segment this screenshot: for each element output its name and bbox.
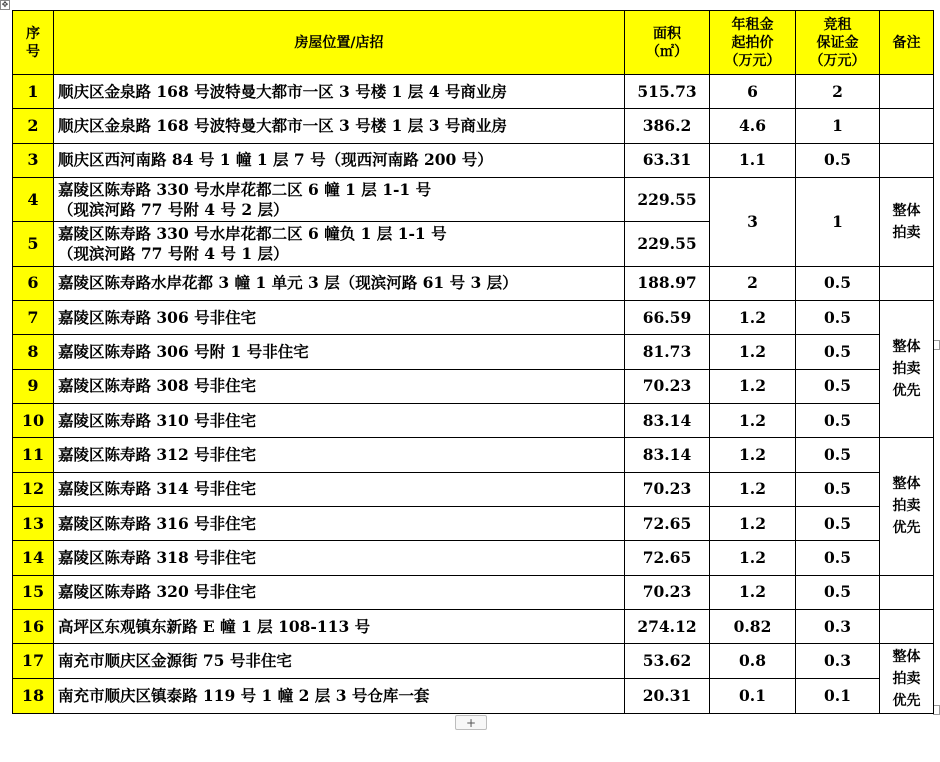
row-rent: 1.2 <box>710 335 796 369</box>
row-note-empty <box>880 143 934 177</box>
row-area: 229.55 <box>625 177 710 221</box>
row-index: 1 <box>13 75 54 109</box>
header-row <box>13 11 934 75</box>
row-note-line: 整体 <box>892 648 921 665</box>
row-location <box>54 506 625 540</box>
table-row <box>13 109 934 143</box>
row-location <box>54 222 625 266</box>
table-row <box>13 404 934 438</box>
table-row <box>13 609 934 643</box>
row-area: 70.23 <box>625 369 710 403</box>
row-index: 5 <box>13 222 54 266</box>
row-deposit: 0.5 <box>796 335 880 369</box>
row-location-line: 嘉陵区陈寿路 306 号附 1 号非住宅 <box>58 342 309 362</box>
rental-listing-table <box>12 10 934 714</box>
row-note-line: 优先 <box>892 383 921 400</box>
row-note-empty <box>880 75 934 109</box>
row-note-empty <box>880 266 934 300</box>
header-deposit-line: 保证金 <box>816 34 859 51</box>
row-area: 515.73 <box>625 75 710 109</box>
row-location <box>54 335 625 369</box>
row-area: 83.14 <box>625 438 710 472</box>
header-area-line: （㎡） <box>646 43 688 60</box>
header-index <box>13 11 54 75</box>
row-rent: 0.8 <box>710 644 796 678</box>
row-rent: 1.2 <box>710 369 796 403</box>
row-location <box>54 177 625 221</box>
table-row <box>13 644 934 678</box>
row-note-line: 拍卖 <box>892 224 921 241</box>
header-location: 房屋位置/店招 <box>54 11 625 75</box>
row-area: 72.65 <box>625 506 710 540</box>
row-rent: 2 <box>710 266 796 300</box>
row-location <box>54 109 625 143</box>
row-index: 8 <box>13 335 54 369</box>
row-location-line: 顺庆区金泉路 168 号波特曼大都市一区 3 号楼 1 层 3 号商业房 <box>58 115 507 135</box>
table-row <box>13 266 934 300</box>
row-index: 13 <box>13 506 54 540</box>
row-note <box>880 301 934 438</box>
row-area: 72.65 <box>625 541 710 575</box>
table-row <box>13 575 934 609</box>
row-area: 53.62 <box>625 644 710 678</box>
row-rent: 1.2 <box>710 541 796 575</box>
row-location <box>54 644 625 678</box>
row-area: 386.2 <box>625 109 710 143</box>
header-rent <box>710 11 796 75</box>
row-index: 15 <box>13 575 54 609</box>
row-deposit: 0.5 <box>796 472 880 506</box>
row-resize-handle[interactable] <box>933 340 940 350</box>
table-row <box>13 335 934 369</box>
row-index: 6 <box>13 266 54 300</box>
row-location <box>54 266 625 300</box>
row-note <box>880 644 934 714</box>
row-area: 63.31 <box>625 143 710 177</box>
row-location-line: （现滨河路 77 号附 4 号 1 层） <box>58 244 289 264</box>
row-area: 20.31 <box>625 678 710 714</box>
table-row <box>13 369 934 403</box>
row-deposit: 0.5 <box>796 438 880 472</box>
row-location-line: 顺庆区西河南路 84 号 1 幢 1 层 7 号（现西河南路 200 号） <box>58 150 493 170</box>
row-deposit: 0.3 <box>796 609 880 643</box>
row-deposit: 0.5 <box>796 143 880 177</box>
row-location <box>54 438 625 472</box>
add-row-button[interactable]: + <box>455 715 487 730</box>
row-note-line: 拍卖 <box>892 361 921 378</box>
row-note <box>880 438 934 575</box>
table-row <box>13 143 934 177</box>
row-location <box>54 609 625 643</box>
row-index: 14 <box>13 541 54 575</box>
row-deposit: 0.1 <box>796 678 880 714</box>
row-location <box>54 369 625 403</box>
row-note-line: 拍卖 <box>892 670 921 687</box>
row-deposit: 0.5 <box>796 369 880 403</box>
row-note-empty <box>880 609 934 643</box>
header-deposit-line: （万元） <box>809 52 866 69</box>
row-note-empty <box>880 575 934 609</box>
row-location <box>54 75 625 109</box>
row-index: 10 <box>13 404 54 438</box>
header-rent-line: （万元） <box>724 52 781 69</box>
row-rent: 1.2 <box>710 404 796 438</box>
row-rent: 1.2 <box>710 472 796 506</box>
header-rent-line: 年租金 <box>731 16 774 33</box>
row-location-line: 嘉陵区陈寿路 330 号水岸花都二区 6 幢 1 层 1-1 号 <box>58 179 432 199</box>
row-location <box>54 541 625 575</box>
row-location-line: 嘉陵区陈寿路 330 号水岸花都二区 6 幢负 1 层 1-1 号 <box>58 224 447 244</box>
row-location <box>54 678 625 714</box>
row-index: 3 <box>13 143 54 177</box>
row-deposit: 0.3 <box>796 644 880 678</box>
row-location <box>54 143 625 177</box>
row-rent: 0.82 <box>710 609 796 643</box>
row-rent: 1.2 <box>710 575 796 609</box>
row-index: 9 <box>13 369 54 403</box>
row-note-empty <box>880 109 934 143</box>
row-deposit: 0.5 <box>796 404 880 438</box>
row-area: 81.73 <box>625 335 710 369</box>
row-location-line: 南充市顺庆区金源街 75 号非住宅 <box>58 650 292 670</box>
table-row <box>13 301 934 335</box>
row-deposit: 0.5 <box>796 301 880 335</box>
row-location <box>54 472 625 506</box>
row-note-line: 拍卖 <box>892 498 921 515</box>
row-deposit: 0.5 <box>796 506 880 540</box>
row-rent: 0.1 <box>710 678 796 714</box>
row-note-line: 优先 <box>892 520 921 537</box>
row-note-line: 整体 <box>892 476 921 493</box>
row-rent: 4.6 <box>710 109 796 143</box>
row-index: 11 <box>13 438 54 472</box>
row-location-line: 顺庆区金泉路 168 号波特曼大都市一区 3 号楼 1 层 4 号商业房 <box>58 81 507 101</box>
row-deposit: 0.5 <box>796 541 880 575</box>
row-index: 2 <box>13 109 54 143</box>
row-index: 7 <box>13 301 54 335</box>
row-note <box>880 177 934 266</box>
row-rent: 1.1 <box>710 143 796 177</box>
row-area: 70.23 <box>625 575 710 609</box>
header-deposit-line: 竞租 <box>823 16 852 33</box>
header-area <box>625 11 710 75</box>
table-row <box>13 506 934 540</box>
row-area: 188.97 <box>625 266 710 300</box>
row-area: 229.55 <box>625 222 710 266</box>
row-location-line: 南充市顺庆区镇泰路 119 号 1 幢 2 层 3 号仓库一套 <box>58 685 430 705</box>
row-rent: 1.2 <box>710 506 796 540</box>
row-index: 17 <box>13 644 54 678</box>
row-rent: 3 <box>710 177 796 266</box>
row-location-line: 高坪区东观镇东新路 E 幢 1 层 108-113 号 <box>58 616 371 636</box>
row-note-line: 优先 <box>892 692 921 709</box>
header-deposit <box>796 11 880 75</box>
row-index: 12 <box>13 472 54 506</box>
row-area: 66.59 <box>625 301 710 335</box>
row-deposit: 1 <box>796 177 880 266</box>
row-note-line: 整体 <box>892 339 921 356</box>
table-row <box>13 75 934 109</box>
row-rent: 1.2 <box>710 301 796 335</box>
row-location <box>54 404 625 438</box>
row-location-line: 嘉陵区陈寿路 312 号非住宅 <box>58 444 257 464</box>
header-rent-line: 起拍价 <box>731 34 774 51</box>
row-area: 274.12 <box>625 609 710 643</box>
row-location-line: 嘉陵区陈寿路 306 号非住宅 <box>58 307 257 327</box>
row-deposit: 0.5 <box>796 575 880 609</box>
header-index-line: 号 <box>26 43 40 60</box>
row-location <box>54 575 625 609</box>
row-deposit: 2 <box>796 75 880 109</box>
table-body <box>13 75 934 714</box>
row-location <box>54 301 625 335</box>
row-rent: 6 <box>710 75 796 109</box>
row-location-line: 嘉陵区陈寿路 316 号非住宅 <box>58 513 257 533</box>
row-area: 70.23 <box>625 472 710 506</box>
table-move-handle[interactable]: ✥ <box>1 0 9 9</box>
row-location-line: 嘉陵区陈寿路 314 号非住宅 <box>58 479 257 499</box>
row-location-line: 嘉陵区陈寿路 320 号非住宅 <box>58 582 257 602</box>
row-location-line: （现滨河路 77 号附 4 号 2 层） <box>58 199 289 219</box>
header-index-line: 序 <box>26 25 40 42</box>
row-rent: 1.2 <box>710 438 796 472</box>
row-deposit: 1 <box>796 109 880 143</box>
row-index: 4 <box>13 177 54 221</box>
row-location-line: 嘉陵区陈寿路水岸花都 3 幢 1 单元 3 层（现滨河路 61 号 3 层） <box>58 273 518 293</box>
row-index: 18 <box>13 678 54 714</box>
row-area: 83.14 <box>625 404 710 438</box>
row-deposit: 0.5 <box>796 266 880 300</box>
header-area-line: 面积 <box>653 25 681 42</box>
table-row <box>13 472 934 506</box>
row-location-line: 嘉陵区陈寿路 308 号非住宅 <box>58 376 257 396</box>
row-index: 16 <box>13 609 54 643</box>
table-row <box>13 438 934 472</box>
table-row <box>13 678 934 714</box>
row-location-line: 嘉陵区陈寿路 318 号非住宅 <box>58 547 257 567</box>
table-row <box>13 541 934 575</box>
row-resize-handle[interactable] <box>933 705 940 715</box>
row-note-line: 整体 <box>892 202 921 219</box>
header-note: 备注 <box>880 11 934 75</box>
table-row <box>13 177 934 221</box>
row-location-line: 嘉陵区陈寿路 310 号非住宅 <box>58 410 257 430</box>
